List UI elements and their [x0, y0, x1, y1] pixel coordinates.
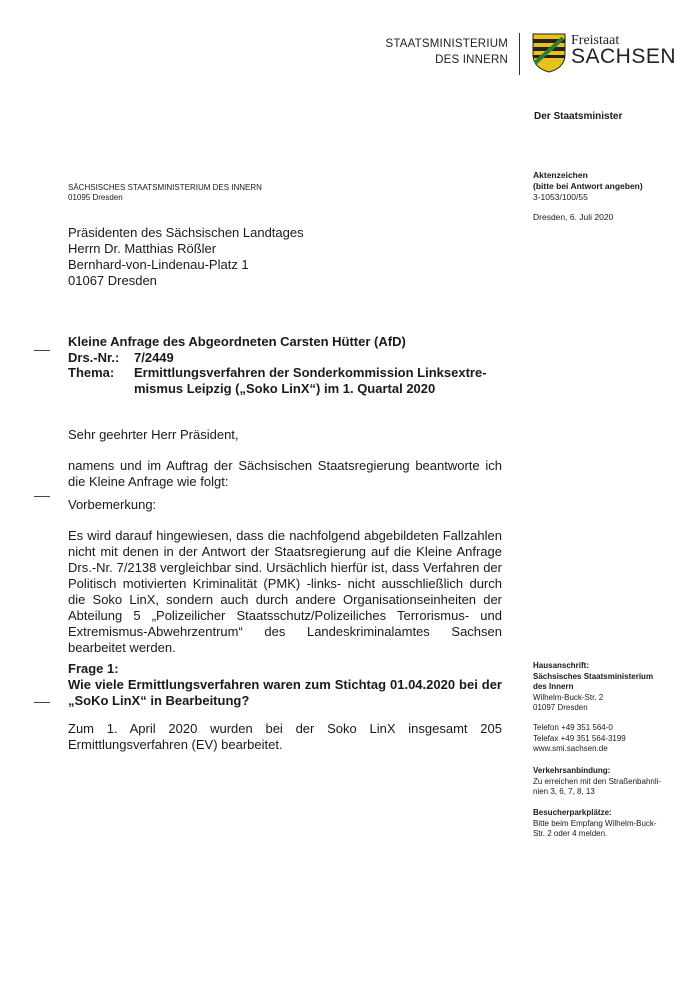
ministry-name [380, 36, 508, 68]
state-label-large: SACHSEN [571, 45, 677, 68]
answer-1-text: Zum 1. April 2020 wurden bei der Soko LinX insgesamt 205 Ermittlungsverfahren (EV) bearbeitet. [68, 721, 502, 752]
state-label-small: Freistaat [571, 33, 620, 48]
fold-mark-top [34, 350, 50, 351]
address-heading: Hausanschrift: [533, 661, 590, 670]
reference-block [533, 170, 643, 203]
question-1-label: Frage 1: [68, 661, 119, 676]
reference-label: Aktenzeichen [533, 170, 588, 180]
drs-value: 7/2449 [134, 349, 174, 365]
fold-mark-bottom [34, 702, 50, 703]
fax: Telefax +49 351 564-3199 [533, 733, 626, 743]
punch-mark [34, 496, 50, 497]
transit-line-1: Zu erreichen mit den Straßenbahnli- [533, 776, 662, 786]
recipient-line-1: Präsidenten des Sächsischen Landtages [68, 225, 304, 240]
question-1-text: Wie viele Ermittlungsverfahren waren zum Stichtag 01.04.2020 bei der „SoKo LinX“ in Bearbeitung? [68, 677, 502, 708]
parking-block [533, 808, 673, 840]
return-address-line-1: SÄCHSISCHES STAATSMINISTERIUM DES INNERN [68, 183, 262, 192]
address-line-1: Sächsisches Staatsministerium [533, 671, 654, 681]
address-line-3: Wilhelm-Buck-Str. 2 [533, 692, 604, 702]
address-block [533, 661, 673, 714]
ministry-line-1: STAATSMINISTERIUM [385, 38, 508, 50]
transit-line-2: nien 3, 6, 7, 8, 13 [533, 787, 595, 796]
saxony-crest-icon [532, 33, 566, 73]
contact-block [533, 723, 673, 755]
subject-block [68, 334, 487, 396]
recipient-line-2: Herrn Dr. Matthias Rößler [68, 241, 217, 256]
letterhead-divider [519, 33, 520, 75]
recipient-line-4: 01067 Dresden [68, 273, 157, 288]
intro-paragraph: namens und im Auftrag der Sächsischen Staatsregierung beantworte ich die Kleine Anfrage wie folgt: [68, 458, 502, 489]
address-line-2: des Innern [533, 682, 574, 691]
phone: Telefon +49 351 564-0 [533, 723, 613, 732]
transit-block [533, 766, 673, 798]
sender-title: Der Staatsminister [534, 111, 623, 122]
subject-title: Kleine Anfrage des Abgeordneten Carsten Hütter (AfD) [68, 334, 406, 349]
recipient-address [68, 225, 304, 289]
prelim-heading: Vorbemerkung: [68, 497, 157, 512]
salutation: Sehr geehrter Herr Präsident, [68, 427, 239, 442]
thema-line-2: mismus Leipzig („Soko LinX“) im 1. Quartal 2020 [134, 380, 436, 396]
transit-heading: Verkehrsanbindung: [533, 766, 611, 775]
parking-line-2: Str. 2 oder 4 melden. [533, 829, 608, 838]
thema-label: Thema: [68, 365, 115, 380]
parking-line-1: Bitte beim Empfang Wilhelm-Buck- [533, 818, 657, 828]
ministry-line-2: DES INNERN [435, 54, 508, 66]
prelim-paragraph: Es wird darauf hingewiesen, dass die nachfolgend abgebildeten Fallzahlen nicht mit denen in der Antwort der Staatsregierung auf die Kleine Anfrage Drs.-Nr. 7/2138 vergleichbar sind. Ursächlich hierfür ist, dass Verfahren der Politisch motivierten Kriminalität (PMK) -links- nicht ausschließlich durch die Soko LinX, sondern auch durch andere Organisationseinheiten der Abteilung 5 „Polizeilicher Staatsschutz/Polizeiliches Terrorismus- und Extremismus-Abwehrzentrum“ des Landeskriminalamtes Sachsen bearbeitet werden. [68, 528, 502, 655]
recipient-line-3: Bernhard-von-Lindenau-Platz 1 [68, 257, 249, 272]
drs-label: Drs.-Nr.: [68, 349, 120, 365]
website-link[interactable]: www.smi.sachsen.de [533, 744, 608, 753]
return-address-line-2: 01095 Dresden [68, 193, 123, 202]
reference-number: 3-1053/100/55 [533, 192, 588, 202]
return-address [68, 183, 262, 203]
reference-note: (bitte bei Antwort angeben) [533, 181, 643, 191]
letter-date: Dresden, 6. Juli 2020 [533, 212, 614, 222]
address-line-4: 01097 Dresden [533, 703, 588, 712]
thema-line-1: Ermittlungsverfahren der Sonderkommission Linksextre- [134, 365, 487, 380]
parking-heading: Besucherparkplätze: [533, 808, 612, 817]
